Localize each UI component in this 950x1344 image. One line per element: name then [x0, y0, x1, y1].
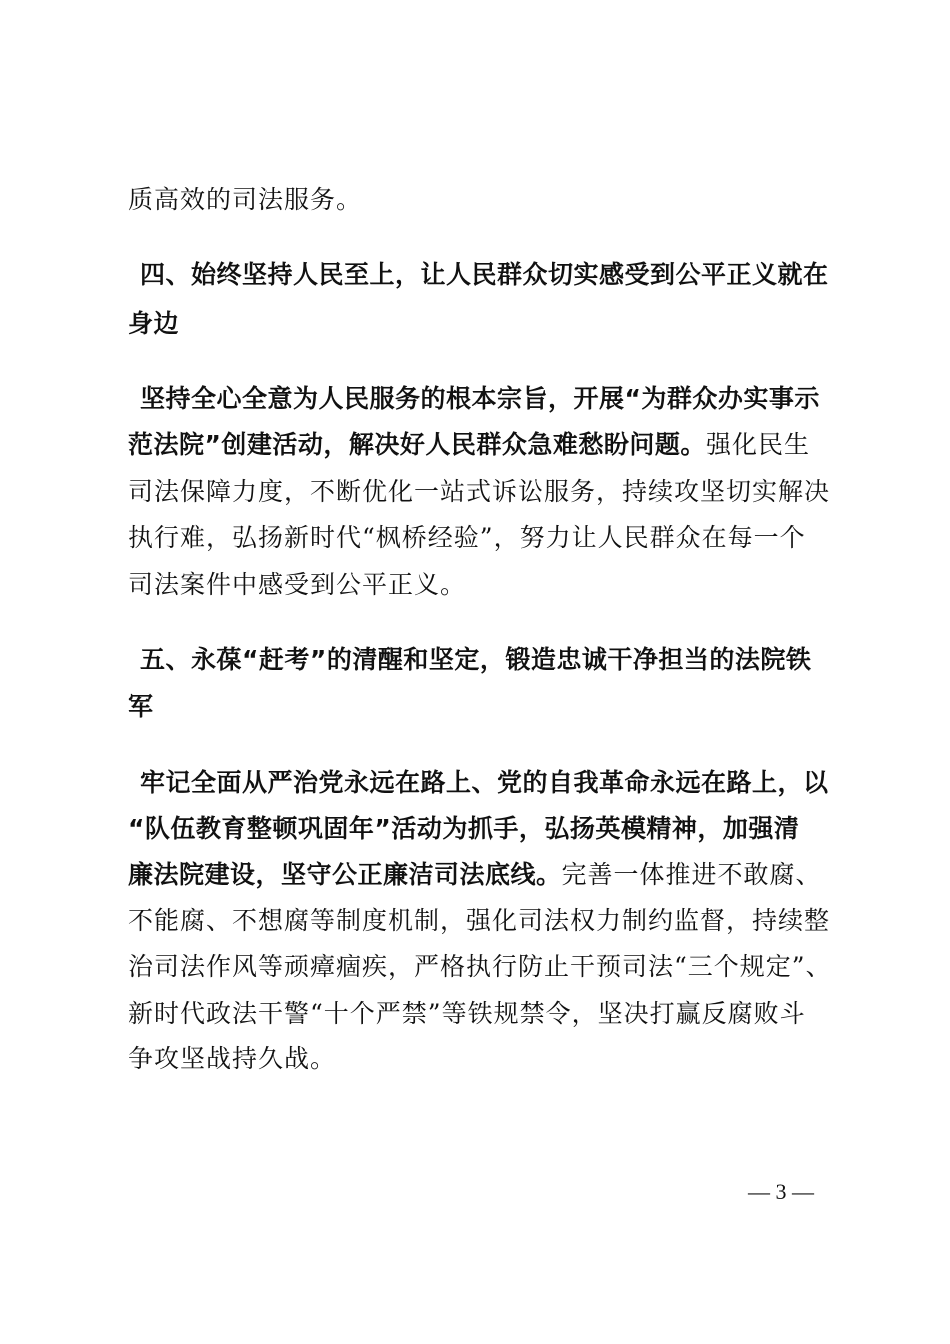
- section-4-paragraph-line-1: 坚持全心全意为人民服务的根本宗旨，开展“为群众办实事示: [140, 384, 820, 413]
- section-4-paragraph-line-5: 司法案件中感受到公平正义。: [128, 570, 467, 599]
- section-5-paragraph-line-6: 新时代政法干警“十个严禁”等铁规禁令，坚决打赢反腐败斗: [128, 999, 806, 1028]
- section-5-paragraph-line-4: 不能腐、不想腐等制度机制，强化司法权力制约监督，持续整: [128, 906, 831, 935]
- section-5-paragraph-line-5: 治司法作风等顽瘴痼疾，严格执行防止干预司法“三个规定”、: [128, 952, 832, 981]
- section-4-paragraph-line-2-bold: 范法院”创建活动，解决好人民群众急难愁盼问题。: [128, 430, 706, 459]
- section-5-heading-line-1: 五、永葆“赶考”的清醒和坚定，锻造忠诚干净担当的法院铁: [140, 645, 812, 674]
- section-5-paragraph-line-7: 争攻坚战持久战。: [128, 1044, 337, 1073]
- page-number: — 3 —: [748, 1179, 814, 1204]
- section-5-paragraph-line-1: 牢记全面从严治党永远在路上、党的自我革命永远在路上，以: [140, 768, 829, 797]
- section-4-paragraph-line-2-regular: 强化民生: [705, 430, 810, 459]
- section-4-paragraph-line-2: [128, 428, 838, 462]
- section-5-heading-line-2: 军: [128, 692, 154, 721]
- section-5-paragraph-line-3: [128, 858, 838, 892]
- section-5-paragraph-line-2: “队伍教育整顿巩固年”活动为抓手，弘扬英模精神，加强清: [128, 814, 800, 843]
- section-4-paragraph-line-4: 执行难，弘扬新时代“枫桥经验”，努力让人民群众在每一个: [128, 523, 806, 552]
- continuation-line: 质高效的司法服务。: [128, 185, 363, 214]
- section-4-heading-line-1: 四、始终坚持人民至上，让人民群众切实感受到公平正义就在: [140, 260, 829, 289]
- section-5-paragraph-line-3-regular: 完善一体推进不敢腐、: [561, 860, 822, 889]
- section-5-paragraph-line-3-bold: 廉法院建设，坚守公正廉洁司法底线。: [128, 860, 562, 889]
- section-4-paragraph-line-3: 司法保障力度，不断优化一站式诉讼服务，持续攻坚切实解决: [128, 477, 831, 506]
- section-4-heading-line-2: 身边: [128, 309, 180, 338]
